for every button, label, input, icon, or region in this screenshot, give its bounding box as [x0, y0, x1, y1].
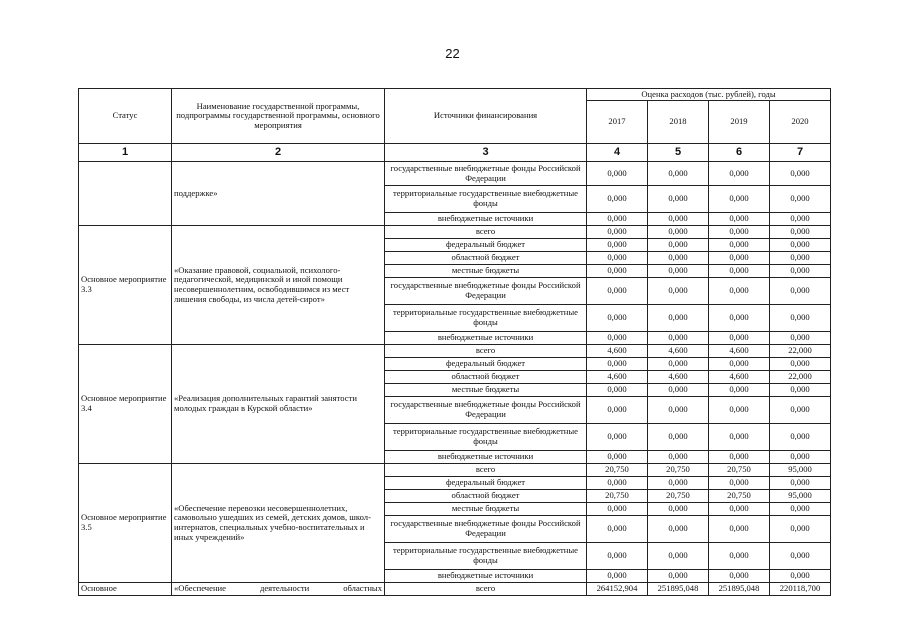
value-cell: 0,000 [770, 424, 831, 451]
value-cell: 0,000 [709, 213, 770, 226]
column-number: 6 [709, 144, 770, 162]
source-header: Источники финансирования [385, 89, 587, 144]
value-cell: 0,000 [709, 162, 770, 186]
value-cell: 0,000 [648, 424, 709, 451]
value-cell: 0,000 [648, 397, 709, 424]
value-cell: 20,750 [709, 490, 770, 503]
value-cell: 95,000 [770, 490, 831, 503]
name-header: Наименование государственной программы, подпрограммы государственной программы, основного мероприятия [172, 89, 385, 144]
value-cell: 0,000 [587, 543, 648, 570]
value-cell: 251895,048 [648, 583, 709, 596]
value-cell: 0,000 [709, 278, 770, 305]
column-number: 4 [587, 144, 648, 162]
column-number: 1 [79, 144, 172, 162]
funding-source-cell: федеральный бюджет [385, 358, 587, 371]
value-cell: 0,000 [709, 424, 770, 451]
funding-source-cell: всего [385, 226, 587, 239]
value-cell: 0,000 [709, 477, 770, 490]
value-cell: 0,000 [770, 239, 831, 252]
value-cell: 251895,048 [709, 583, 770, 596]
value-cell: 0,000 [587, 384, 648, 397]
value-cell: 0,000 [648, 543, 709, 570]
value-cell: 0,000 [587, 239, 648, 252]
funding-source-cell: государственные внебюджетные фонды Российской Федерации [385, 516, 587, 543]
funding-source-cell: всего [385, 583, 587, 596]
column-number-row [79, 144, 831, 162]
value-cell: 0,000 [770, 503, 831, 516]
value-cell: 0,000 [648, 451, 709, 464]
value-cell: 0,000 [587, 162, 648, 186]
value-cell: 4,600 [709, 345, 770, 358]
value-cell: 0,000 [709, 305, 770, 332]
column-number: 2 [172, 144, 385, 162]
status-cell: Основное мероприятие 3.4 [79, 345, 172, 464]
value-cell: 0,000 [587, 278, 648, 305]
value-cell: 0,000 [709, 186, 770, 213]
value-cell: 20,750 [587, 464, 648, 477]
value-cell: 0,000 [770, 477, 831, 490]
value-cell: 0,000 [770, 186, 831, 213]
value-cell: 0,000 [648, 252, 709, 265]
value-cell: 0,000 [587, 186, 648, 213]
year-2020-header: 2020 [770, 101, 831, 144]
funding-source-cell: всего [385, 345, 587, 358]
value-cell: 0,000 [709, 252, 770, 265]
funding-source-cell: областной бюджет [385, 252, 587, 265]
value-cell: 0,000 [709, 451, 770, 464]
column-number: 3 [385, 144, 587, 162]
funding-source-cell: федеральный бюджет [385, 239, 587, 252]
funding-source-cell: государственные внебюджетные фонды Российской Федерации [385, 162, 587, 186]
value-cell: 0,000 [770, 570, 831, 583]
value-cell: 0,000 [648, 358, 709, 371]
year-2019-header: 2019 [709, 101, 770, 144]
column-number: 5 [648, 144, 709, 162]
value-cell: 0,000 [648, 265, 709, 278]
funding-source-cell: территориальные государственные внебюджетные фонды [385, 305, 587, 332]
value-cell: 20,750 [709, 464, 770, 477]
value-cell: 95,000 [770, 464, 831, 477]
value-cell: 22,000 [770, 371, 831, 384]
table-row [79, 226, 831, 239]
table-row [79, 345, 831, 358]
value-cell: 0,000 [587, 358, 648, 371]
value-cell: 0,000 [648, 239, 709, 252]
value-cell: 0,000 [770, 226, 831, 239]
value-cell: 0,000 [709, 543, 770, 570]
funding-source-cell: областной бюджет [385, 490, 587, 503]
value-cell: 0,000 [587, 332, 648, 345]
value-cell: 4,600 [709, 371, 770, 384]
table-row [79, 464, 831, 477]
value-cell: 0,000 [770, 451, 831, 464]
column-number: 7 [770, 144, 831, 162]
value-cell: 0,000 [770, 265, 831, 278]
measure-name-cell: поддержке» [172, 162, 385, 226]
value-cell: 0,000 [648, 570, 709, 583]
value-cell: 0,000 [770, 252, 831, 265]
measure-name-cell: «Реализация дополнительных гарантий занятости молодых граждан в Курской области» [172, 345, 385, 464]
value-cell: 0,000 [709, 516, 770, 543]
funding-source-cell: местные бюджеты [385, 384, 587, 397]
value-cell: 220118,700 [770, 583, 831, 596]
budget-table [78, 88, 831, 596]
value-cell: 0,000 [587, 503, 648, 516]
value-cell: 20,750 [648, 490, 709, 503]
funding-source-cell: территориальные государственные внебюджетные фонды [385, 543, 587, 570]
funding-source-cell: территориальные государственные внебюджетные фонды [385, 186, 587, 213]
table-body [79, 162, 831, 596]
value-cell: 0,000 [648, 477, 709, 490]
value-cell: 0,000 [587, 570, 648, 583]
value-cell: 4,600 [587, 371, 648, 384]
value-cell: 0,000 [709, 239, 770, 252]
value-cell: 264152,904 [587, 583, 648, 596]
value-cell: 0,000 [648, 213, 709, 226]
value-cell: 0,000 [709, 332, 770, 345]
costs-header: Оценка расходов (тыс. рублей), годы [587, 89, 831, 101]
value-cell: 22,000 [770, 345, 831, 358]
value-cell: 0,000 [770, 305, 831, 332]
funding-source-cell: местные бюджеты [385, 265, 587, 278]
table-row [79, 583, 831, 596]
value-cell: 0,000 [770, 358, 831, 371]
value-cell: 0,000 [587, 265, 648, 278]
header-row [79, 89, 831, 101]
measure-name-cell: «Оказание правовой, социальной, психолого-педагогической, медицинской и иной помощи несовершеннолетним, освободившимся из мест лишения свободы, из числа детей-сирот» [172, 226, 385, 345]
status-cell [79, 162, 172, 226]
funding-source-cell: областной бюджет [385, 371, 587, 384]
value-cell: 4,600 [648, 345, 709, 358]
funding-source-cell: внебюджетные источники [385, 213, 587, 226]
measure-name-cell: «Обеспечение деятельности областных [172, 583, 385, 596]
value-cell: 0,000 [587, 451, 648, 464]
value-cell: 0,000 [770, 397, 831, 424]
value-cell: 0,000 [770, 516, 831, 543]
value-cell: 0,000 [587, 397, 648, 424]
value-cell: 0,000 [770, 162, 831, 186]
funding-source-cell: государственные внебюджетные фонды Российской Федерации [385, 278, 587, 305]
funding-source-cell: внебюджетные источники [385, 332, 587, 345]
value-cell: 0,000 [648, 516, 709, 543]
value-cell: 0,000 [709, 226, 770, 239]
year-2017-header: 2017 [587, 101, 648, 144]
value-cell: 0,000 [770, 384, 831, 397]
value-cell: 0,000 [770, 213, 831, 226]
funding-source-cell: внебюджетные источники [385, 570, 587, 583]
value-cell: 0,000 [709, 570, 770, 583]
value-cell: 0,000 [587, 213, 648, 226]
value-cell: 0,000 [648, 503, 709, 516]
measure-name-cell: «Обеспечение перевозки несовершеннолетних, самовольно ушедших из семей, детских домов, школ-интернатов, специальных учебно-воспитательных и иных учреждений» [172, 464, 385, 583]
value-cell: 20,750 [587, 490, 648, 503]
table-row [79, 162, 831, 186]
value-cell: 0,000 [587, 252, 648, 265]
value-cell: 0,000 [587, 305, 648, 332]
value-cell: 0,000 [648, 332, 709, 345]
value-cell: 0,000 [587, 516, 648, 543]
value-cell: 0,000 [648, 278, 709, 305]
funding-source-cell: внебюджетные источники [385, 451, 587, 464]
value-cell: 0,000 [709, 265, 770, 278]
status-header: Статус [79, 89, 172, 144]
status-cell: Основное [79, 583, 172, 596]
value-cell: 0,000 [648, 186, 709, 213]
value-cell: 4,600 [648, 371, 709, 384]
value-cell: 0,000 [770, 543, 831, 570]
year-2018-header: 2018 [648, 101, 709, 144]
value-cell: 0,000 [709, 384, 770, 397]
value-cell: 0,000 [709, 358, 770, 371]
value-cell: 0,000 [709, 397, 770, 424]
funding-source-cell: всего [385, 464, 587, 477]
funding-source-cell: территориальные государственные внебюджетные фонды [385, 424, 587, 451]
status-cell: Основное мероприятие 3.5 [79, 464, 172, 583]
funding-source-cell: местные бюджеты [385, 503, 587, 516]
value-cell: 0,000 [648, 384, 709, 397]
page-number: 22 [445, 46, 460, 61]
status-cell: Основное мероприятие 3.3 [79, 226, 172, 345]
funding-source-cell: государственные внебюджетные фонды Российской Федерации [385, 397, 587, 424]
value-cell: 0,000 [709, 503, 770, 516]
value-cell: 0,000 [648, 226, 709, 239]
value-cell: 0,000 [770, 332, 831, 345]
value-cell: 4,600 [587, 345, 648, 358]
value-cell: 0,000 [648, 162, 709, 186]
value-cell: 0,000 [587, 424, 648, 451]
value-cell: 0,000 [648, 305, 709, 332]
value-cell: 20,750 [648, 464, 709, 477]
value-cell: 0,000 [587, 477, 648, 490]
funding-source-cell: федеральный бюджет [385, 477, 587, 490]
value-cell: 0,000 [770, 278, 831, 305]
value-cell: 0,000 [587, 226, 648, 239]
